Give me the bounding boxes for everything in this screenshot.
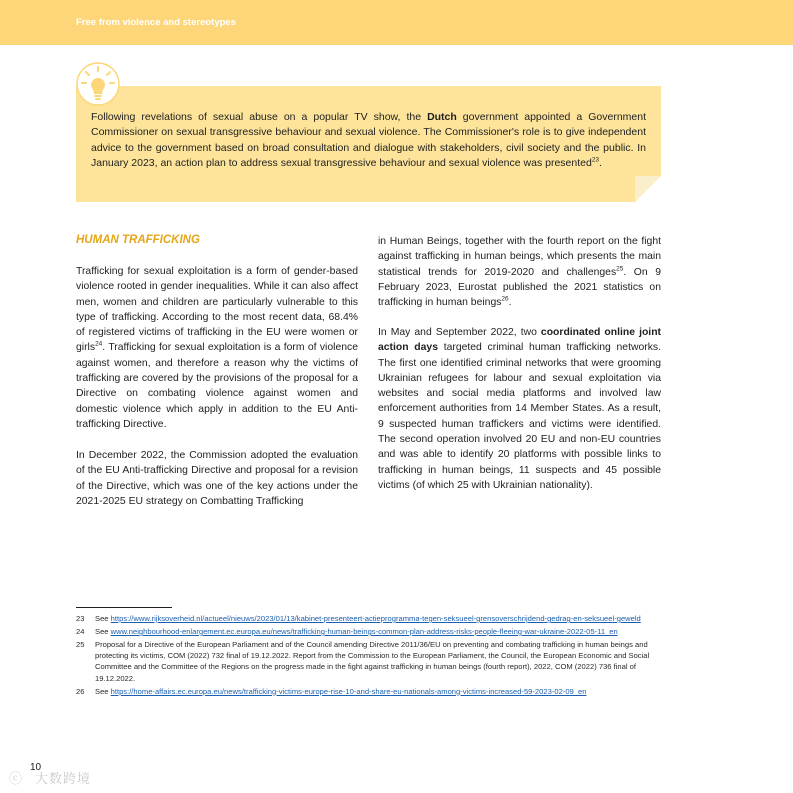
- paragraph-fourth-report: in Human Beings, together with the fourth report on the fight against trafficking in human beings, which presents the main statistical trends for 2019-2020 and challenges$^{25}$. On 9 February 2023, Eurostat published the 2021 statistics on trafficking in human beings$^{26}$.: [378, 236, 661, 309]
- lightbulb-icon: [76, 62, 120, 106]
- footnote-link[interactable]: https://www.rijksoverheid.nl/actueel/nieuws/2023/01/13/kabinet-presenteert-actieprogramma-tegen-seksueel-grensoverschrijdend-gedrag-en-seksueel-geweld: [110, 614, 641, 623]
- footnote-divider: [76, 607, 172, 608]
- footnote-link[interactable]: https://home-affairs.ec.europa.eu/news/trafficking-victims-europe-rise-10-and-share-eu-nationals-among-victims-increased-59-2023-02-09_en: [110, 686, 587, 696]
- footnote-ref-24[interactable]: 24: [95, 341, 103, 349]
- footnote-23: 23 See https://www.rijksoverheid.nl/actueel/nieuws/2023/01/13/kabinet-presenteert-actieprogramma-tegen-seksueel-grensoverschrijdend-gedrag-en-seksueel-geweld: [76, 614, 641, 623]
- footnote-25: 25 Proposal for a Directive of the European Parliament and of the Council amending Directive 2011/36/EU on preventing and combating trafficking in human beings and protecting its victims, COM (2022) 732 final of 19.12.2022. Report from the Commission to the European Parliament, the Council, the European Economic and Social Committee and the Committee of the Regions on the progress made in the fight against trafficking in human beings (fourth report), 2022, COM (2022) 736 final of 19.12.2022.: [76, 640, 650, 683]
- paragraph-commission-evaluation: In December 2022, the Commission adopted the evaluation of the EU Anti-trafficking Directive and proposal for a revision of the Directive, which was one of the key actions under the 2021-2025 EU strategy on Combatting Trafficking: [76, 450, 358, 507]
- footnote-24: 24 See www.neighbourhood-enlargement.ec.europa.eu/news/trafficking-human-beings-common-plan-address-risks-people-fleeing-war-ukraine-2022-05-11_en: [76, 627, 618, 636]
- running-header-title: Free from violence and stereotypes: [76, 17, 236, 28]
- section-heading: HUMAN TRAFFICKING: [76, 234, 200, 246]
- footnotes: [76, 613, 666, 699]
- footnote-ref-26[interactable]: 26: [501, 295, 509, 303]
- page-number: 10: [30, 762, 42, 773]
- watermark-logo-icon: ⓒ: [9, 772, 24, 787]
- footnote-link[interactable]: www.neighbourhood-enlargement.ec.europa.eu/news/trafficking-human-beings-common-plan-address-risks-people-fleeing-war-ukraine-2022-05-11_en: [110, 627, 618, 636]
- footnote-ref-23[interactable]: 23: [591, 156, 600, 164]
- callout-folded-corner: [635, 176, 661, 202]
- footnote-26: 26 See https://home-affairs.ec.europa.eu/news/trafficking-victims-europe-rise-10-and-share-eu-nationals-among-victims-increased-59-2023-02-09_en: [76, 686, 587, 696]
- footnote-ref-25[interactable]: 25: [616, 265, 624, 273]
- callout-text: Following revelations of sexual abuse on a popular TV show, the Dutch government appointed a Government Commissioner on sexual transgressive behaviour and sexual violence. The Commissioner's role is to give independent advice to the government based on broad consultation and dialogue with stakeholders, civil society and the public. In January 2023, an action plan to address sexual transgressive behaviour and sexual violence was presented$^{23}$.: [91, 111, 646, 169]
- watermark: ⓒ 大数跨境: [9, 768, 91, 787]
- paragraph-joint-action-days: In May and September 2022, two coordinated online joint action days targeted criminal human trafficking networks. The first one identified criminal networks that were grooming Ukrainian refugees for labour and sexual exploitation via websites and social media platforms and involved law enforcement authorities from 14 Member States. As a result, 9 suspected human traffickers and victims were identified. The second operation involved 20 EU and non-EU countries and was able to identify 20 platforms with possible links to trafficking in human beings, 11 suspects and 45 possible victims (of which 25 with Ukrainian nationality).: [378, 327, 661, 491]
- paragraph-trafficking-intro: Trafficking for sexual exploitation is a form of gender-based violence rooted in gender inequalities. While it can also affect men, women and children are particularly vulnerable to this type of trafficking. According to the most recent data, 68.4% of registered victims of trafficking in the EU were women or girls$^{24}$. Trafficking for sexual exploitation is a form of violence against women, and therefore a reason why the victims of trafficking are covered by the provisions of the proposal for a Directive on combating violence against women and domestic violence which apply in addition to the EU Anti-trafficking Directive.: [76, 266, 358, 430]
- callout-bold-country: Dutch: [427, 111, 457, 123]
- joint-action-days-bold: coordinated online joint action days: [378, 327, 661, 354]
